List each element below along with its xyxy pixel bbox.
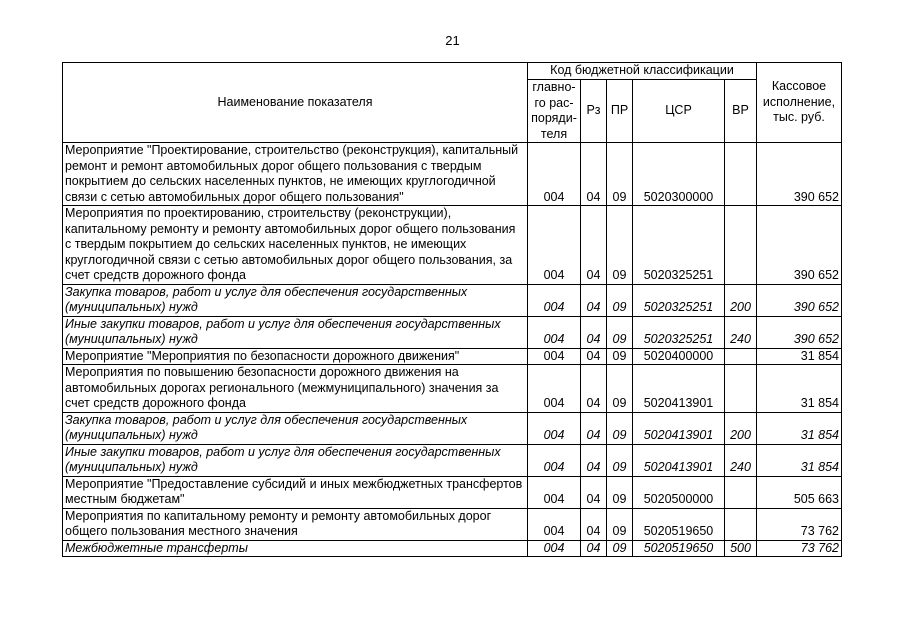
- row-pr: 09: [607, 348, 633, 365]
- row-amount: 31 854: [757, 444, 842, 476]
- table-row: [63, 143, 842, 206]
- row-pr: 09: [607, 508, 633, 540]
- row-glavn: 004: [528, 540, 581, 557]
- table-row: [63, 476, 842, 508]
- row-name: Мероприятие "Проектирование, строительство (реконструкция), капитальный ремонт и ремонт автомобильных дорог общего пользования с твердым покрытием до сельских населенных пунктов, не имеющих круглогодичной связи с сетью автомобильных дорог общего пользования": [63, 143, 528, 206]
- row-glavn: 004: [528, 412, 581, 444]
- row-glavn: 004: [528, 143, 581, 206]
- row-rz: 04: [581, 508, 607, 540]
- header-pr: ПР: [607, 80, 633, 143]
- row-amount: 31 854: [757, 412, 842, 444]
- row-vr: [725, 365, 757, 413]
- row-vr: 500: [725, 540, 757, 557]
- row-name: Закупка товаров, работ и услуг для обеспечения государственных (муниципальных) нужд: [63, 412, 528, 444]
- row-vr: [725, 206, 757, 285]
- row-name: Мероприятия по повышению безопасности дорожного движения на автомобильных дорогах регионального (межмуниципального) значения за счет средств дорожного фонда: [63, 365, 528, 413]
- table-row: [63, 284, 842, 316]
- row-name: Иные закупки товаров, работ и услуг для обеспечения государственных (муниципальных) нужд: [63, 316, 528, 348]
- row-name: Мероприятие "Мероприятия по безопасности дорожного движения": [63, 348, 528, 365]
- row-pr: 09: [607, 206, 633, 285]
- row-pr: 09: [607, 316, 633, 348]
- row-rz: 04: [581, 540, 607, 557]
- row-pr: 09: [607, 476, 633, 508]
- table-row: [63, 316, 842, 348]
- row-amount: 505 663: [757, 476, 842, 508]
- header-code-group: Код бюджетной классификации: [528, 63, 757, 80]
- row-amount: 390 652: [757, 206, 842, 285]
- row-glavn: 004: [528, 508, 581, 540]
- row-glavn: 004: [528, 348, 581, 365]
- row-csr: 5020519650: [633, 540, 725, 557]
- row-name: Мероприятия по проектированию, строительству (реконструкции), капитальному ремонту и ремонту автомобильных дорог общего пользования с твердым покрытием до сельских населенных пунктов, не имеющих круглогодичной связи с сетью автомобильных дорог общего пользования, за счет средств дорожного фонда: [63, 206, 528, 285]
- table-row: [63, 444, 842, 476]
- row-vr: 240: [725, 444, 757, 476]
- row-rz: 04: [581, 476, 607, 508]
- row-name: Межбюджетные трансферты: [63, 540, 528, 557]
- row-vr: 200: [725, 284, 757, 316]
- row-amount: 73 762: [757, 540, 842, 557]
- row-glavn: 004: [528, 476, 581, 508]
- row-name: Мероприятие "Предоставление субсидий и иных межбюджетных трансфертов местным бюджетам": [63, 476, 528, 508]
- row-glavn: 004: [528, 316, 581, 348]
- row-pr: 09: [607, 444, 633, 476]
- row-csr: 5020325251: [633, 284, 725, 316]
- row-rz: 04: [581, 143, 607, 206]
- row-csr: 5020500000: [633, 476, 725, 508]
- table-row: [63, 412, 842, 444]
- row-amount: 73 762: [757, 508, 842, 540]
- header-amount: Кассовое исполнение, тыс. руб.: [757, 63, 842, 143]
- row-name: Иные закупки товаров, работ и услуг для обеспечения государственных (муниципальных) нужд: [63, 444, 528, 476]
- row-vr: [725, 348, 757, 365]
- row-rz: 04: [581, 444, 607, 476]
- header-csr: ЦСР: [633, 80, 725, 143]
- row-amount: 390 652: [757, 284, 842, 316]
- row-name: Мероприятия по капитальному ремонту и ремонту автомобильных дорог общего пользования местного значения: [63, 508, 528, 540]
- row-pr: 09: [607, 540, 633, 557]
- row-amount: 390 652: [757, 143, 842, 206]
- row-vr: 240: [725, 316, 757, 348]
- table-row: [63, 540, 842, 557]
- row-pr: 09: [607, 143, 633, 206]
- row-rz: 04: [581, 348, 607, 365]
- row-rz: 04: [581, 412, 607, 444]
- row-name: Закупка товаров, работ и услуг для обеспечения государственных (муниципальных) нужд: [63, 284, 528, 316]
- row-csr: 5020413901: [633, 365, 725, 413]
- row-pr: 09: [607, 412, 633, 444]
- row-vr: [725, 476, 757, 508]
- row-csr: 5020413901: [633, 412, 725, 444]
- row-rz: 04: [581, 284, 607, 316]
- row-glavn: 004: [528, 284, 581, 316]
- row-rz: 04: [581, 206, 607, 285]
- row-csr: 5020325251: [633, 316, 725, 348]
- row-vr: [725, 508, 757, 540]
- budget-table: [62, 62, 842, 557]
- row-vr: [725, 143, 757, 206]
- table-row: [63, 206, 842, 285]
- header-glavn: главно-го рас-поряди-теля: [528, 80, 581, 143]
- row-glavn: 004: [528, 444, 581, 476]
- row-amount: 390 652: [757, 316, 842, 348]
- row-vr: 200: [725, 412, 757, 444]
- row-amount: 31 854: [757, 365, 842, 413]
- row-csr: 5020325251: [633, 206, 725, 285]
- row-glavn: 004: [528, 365, 581, 413]
- row-pr: 09: [607, 365, 633, 413]
- header-rz: Рз: [581, 80, 607, 143]
- page-number: 21: [445, 33, 460, 48]
- header-vr: ВР: [725, 80, 757, 143]
- row-rz: 04: [581, 365, 607, 413]
- header-name: Наименование показателя: [63, 63, 528, 143]
- row-csr: 5020300000: [633, 143, 725, 206]
- row-glavn: 004: [528, 206, 581, 285]
- table-row: [63, 508, 842, 540]
- row-pr: 09: [607, 284, 633, 316]
- row-amount: 31 854: [757, 348, 842, 365]
- table-row: [63, 348, 842, 365]
- row-rz: 04: [581, 316, 607, 348]
- row-csr: 5020400000: [633, 348, 725, 365]
- row-csr: 5020413901: [633, 444, 725, 476]
- table-row: [63, 365, 842, 413]
- row-csr: 5020519650: [633, 508, 725, 540]
